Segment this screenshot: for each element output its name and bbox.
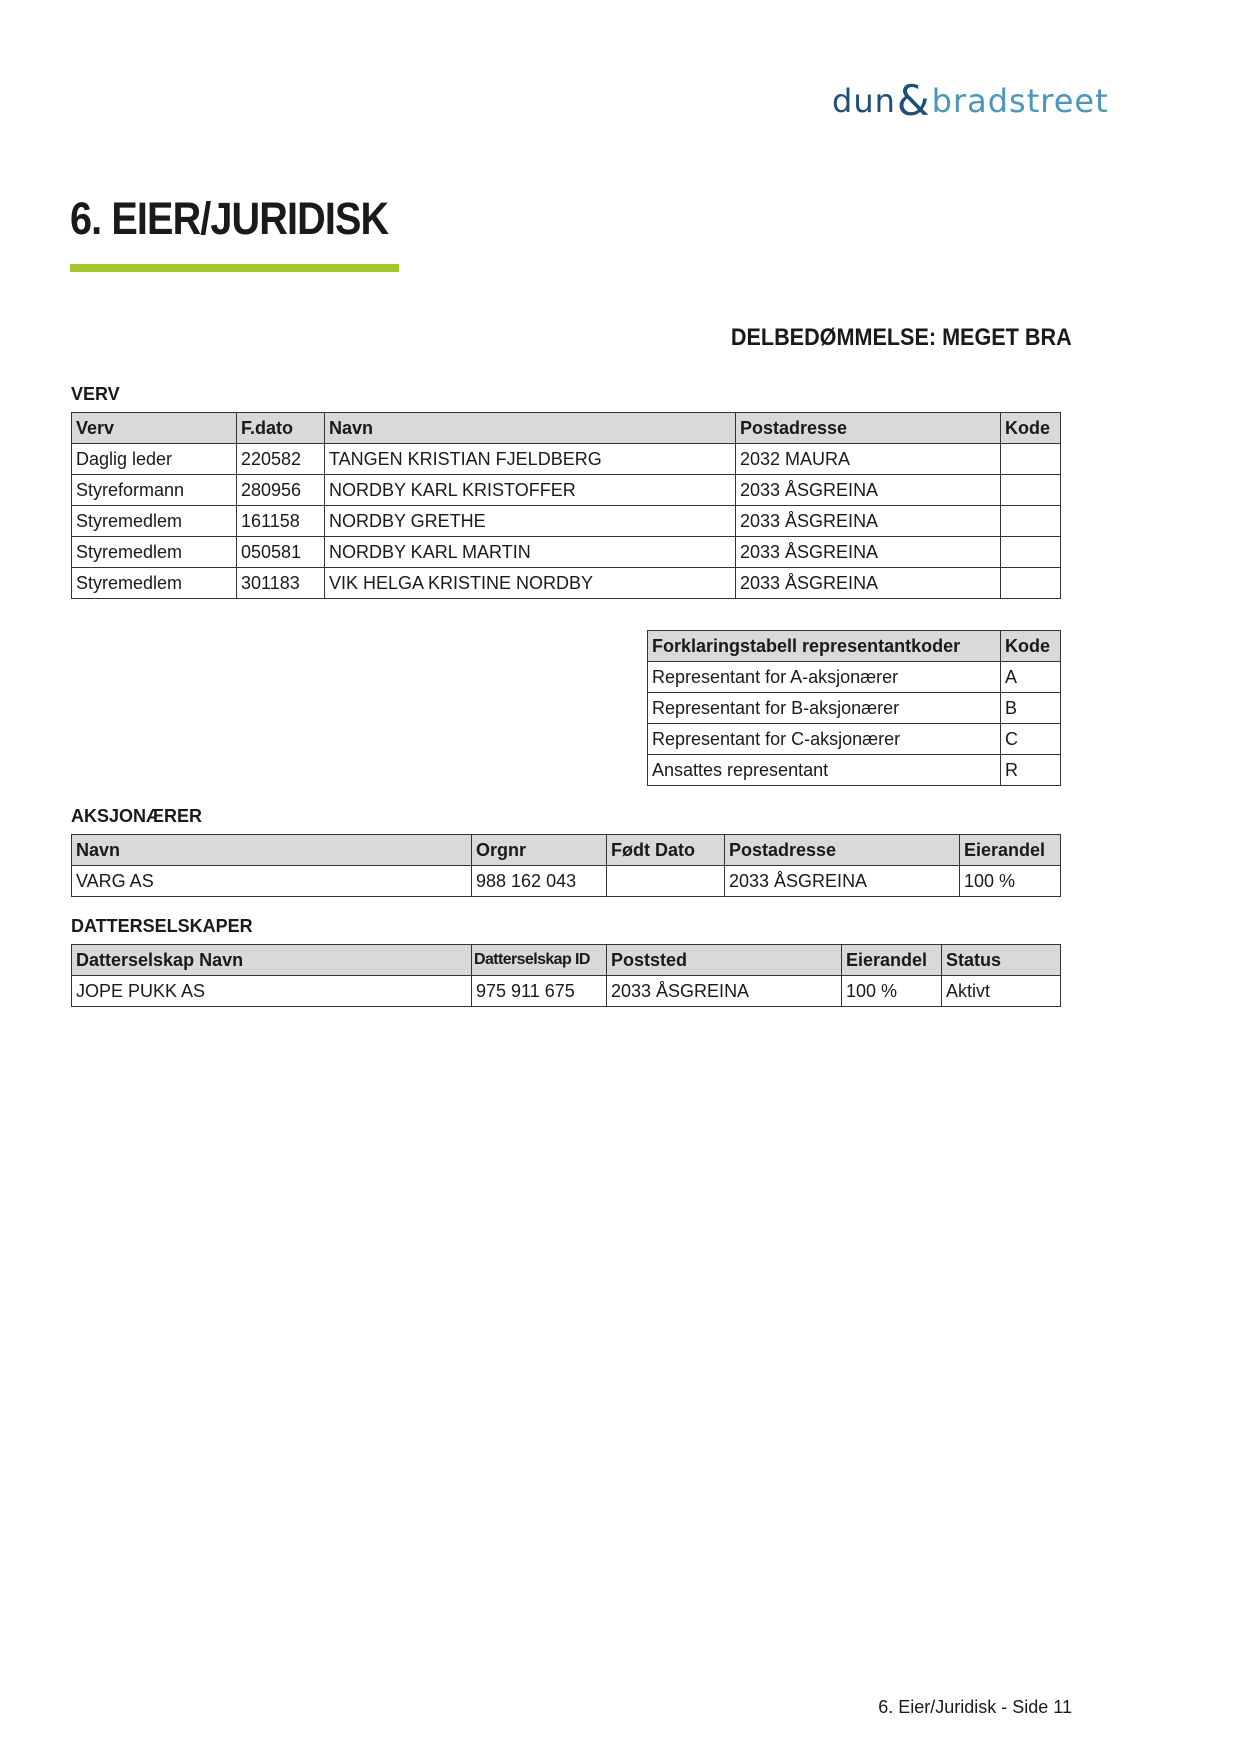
table-cell: 2033 ÅSGREINA (736, 506, 1001, 537)
table-row (648, 693, 1061, 724)
column-header: Status (942, 945, 1061, 976)
logo-text-bradstreet: bradstreet (931, 82, 1109, 120)
table-cell: Styremedlem (72, 506, 237, 537)
column-header: Kode (1001, 631, 1061, 662)
table-cell (1001, 537, 1061, 568)
table-cell: Representant for B-aksjonærer (648, 693, 1001, 724)
table-cell: 280956 (237, 475, 325, 506)
table-cell (1001, 444, 1061, 475)
table-cell: Styreformann (72, 475, 237, 506)
table-cell (1001, 506, 1061, 537)
table-cell: Aktivt (942, 976, 1061, 1007)
table-cell: 100 % (842, 976, 942, 1007)
column-header: Orgnr (472, 835, 607, 866)
table-cell: C (1001, 724, 1061, 755)
column-header: Eierandel (842, 945, 942, 976)
column-header: Navn (325, 413, 736, 444)
table-row (72, 537, 1061, 568)
table-cell: Styremedlem (72, 537, 237, 568)
table-header-row (72, 945, 1061, 976)
table-cell: 220582 (237, 444, 325, 475)
table-cell: NORDBY KARL MARTIN (325, 537, 736, 568)
rating-heading: DELBEDØMMELSE: MEGET BRA (731, 324, 1072, 351)
table-cell: 050581 (237, 537, 325, 568)
table-cell: 2033 ÅSGREINA (607, 976, 842, 1007)
table-row (72, 568, 1061, 599)
table-cell: JOPE PUKK AS (72, 976, 472, 1007)
table-cell: TANGEN KRISTIAN FJELDBERG (325, 444, 736, 475)
table-header-row (648, 631, 1061, 662)
table-cell: 100 % (960, 866, 1061, 897)
table-cell (1001, 475, 1061, 506)
table-cell: B (1001, 693, 1061, 724)
verv-table (71, 412, 1061, 599)
dun-bradstreet-logo (832, 76, 1109, 125)
table-cell: Representant for C-aksjonærer (648, 724, 1001, 755)
table-cell: 988 162 043 (472, 866, 607, 897)
column-header: Verv (72, 413, 237, 444)
table-cell: NORDBY GRETHE (325, 506, 736, 537)
column-header: Født Dato (607, 835, 725, 866)
table-cell: Representant for A-aksjonærer (648, 662, 1001, 693)
column-header: Navn (72, 835, 472, 866)
table-row (648, 662, 1061, 693)
column-header: Forklaringstabell representantkoder (648, 631, 1001, 662)
table-header-row (72, 413, 1061, 444)
aksjonaerer-table (71, 834, 1061, 897)
table-cell: 975 911 675 (472, 976, 607, 1007)
column-header: Datterselskap ID (472, 945, 607, 976)
table-cell: 2033 ÅSGREINA (736, 475, 1001, 506)
column-header: Datterselskap Navn (72, 945, 472, 976)
table-row (72, 866, 1061, 897)
table-cell: VARG AS (72, 866, 472, 897)
datterselskaper-table (71, 944, 1061, 1007)
table-row (648, 724, 1061, 755)
table-cell: NORDBY KARL KRISTOFFER (325, 475, 736, 506)
table-cell: 2032 MAURA (736, 444, 1001, 475)
column-header: Eierandel (960, 835, 1061, 866)
table-cell: 161158 (237, 506, 325, 537)
table-cell: 2033 ÅSGREINA (725, 866, 960, 897)
table-row (72, 976, 1061, 1007)
table-cell: R (1001, 755, 1061, 786)
column-header: Postadresse (736, 413, 1001, 444)
table-cell: Styremedlem (72, 568, 237, 599)
table-row (648, 755, 1061, 786)
column-header: Poststed (607, 945, 842, 976)
logo-ampersand: & (896, 76, 931, 125)
table-cell: Daglig leder (72, 444, 237, 475)
aksjonaerer-label: AKSJONÆRER (71, 806, 203, 826)
table-cell (607, 866, 725, 897)
table-header-row (72, 835, 1061, 866)
column-header: Postadresse (725, 835, 960, 866)
page-footer: 6. Eier/Juridisk - Side 11 (878, 1697, 1072, 1717)
table-cell: 2033 ÅSGREINA (736, 568, 1001, 599)
table-cell: A (1001, 662, 1061, 693)
table-row (72, 444, 1061, 475)
title-underline (70, 264, 399, 272)
logo-text-dun: dun (832, 82, 896, 120)
table-row (72, 475, 1061, 506)
table-cell: VIK HELGA KRISTINE NORDBY (325, 568, 736, 599)
section-title: 6. EIER/JURIDISK (70, 193, 389, 244)
datterselskaper-label: DATTERSELSKAPER (71, 916, 253, 936)
table-cell (1001, 568, 1061, 599)
column-header: Kode (1001, 413, 1061, 444)
verv-label: VERV (71, 384, 120, 404)
forklaring-table (647, 630, 1061, 786)
table-cell: 2033 ÅSGREINA (736, 537, 1001, 568)
table-row (72, 506, 1061, 537)
column-header: F.dato (237, 413, 325, 444)
table-cell: 301183 (237, 568, 325, 599)
table-cell: Ansattes representant (648, 755, 1001, 786)
